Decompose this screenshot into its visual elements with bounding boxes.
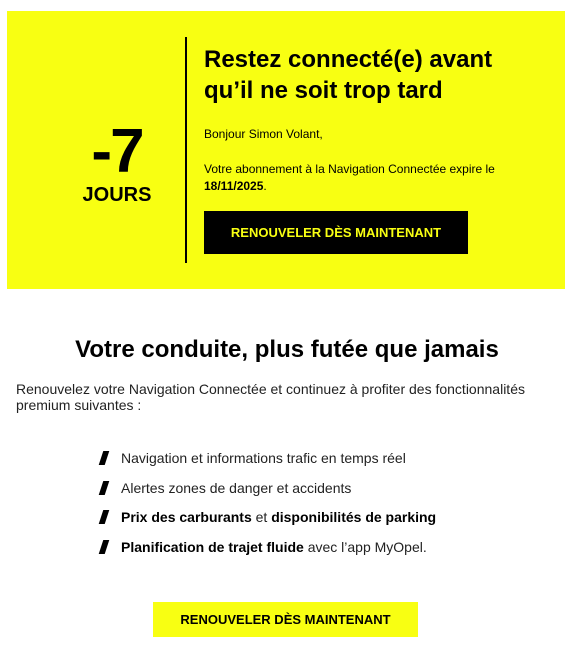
section-intro: Renouvelez votre Navigation Connectée et continuez à profiter des fonctionnalités premium suivantes :	[16, 381, 525, 413]
feature-bold: Planification de trajet fluide	[121, 538, 304, 555]
feature-text	[121, 539, 427, 555]
feature-bold: disponibilités de parking	[271, 509, 437, 525]
hero-title: Restez connecté(e) avant qu’il ne soit trop tard	[204, 46, 493, 104]
list-item	[98, 478, 436, 498]
feature-mid: avec l’app MyOpel.	[303, 538, 427, 555]
divider	[185, 37, 187, 263]
list-item	[98, 507, 436, 527]
feature-text	[121, 509, 436, 525]
slash-bullet-icon	[99, 481, 110, 495]
section-title: Votre conduite, plus futée que jamais	[75, 336, 499, 363]
expiry-end: .	[263, 179, 267, 193]
renew-button-primary[interactable]: RENOUVELER DÈS MAINTENANT	[204, 211, 468, 254]
expiry-text: Votre abonnement à la Navigation Connectée expire le	[204, 162, 495, 176]
feature-list	[98, 448, 436, 566]
expiry-notice	[204, 161, 524, 195]
countdown-unit: JOURS	[82, 184, 152, 206]
feature-mid: et	[251, 509, 272, 525]
renew-button-secondary[interactable]: RENOUVELER DÈS MAINTENANT	[153, 602, 418, 637]
countdown-value: -7	[91, 117, 143, 186]
list-item	[98, 448, 436, 468]
countdown	[67, 117, 167, 207]
feature-bold: Prix des carburants	[121, 509, 252, 525]
greeting: Bonjour Simon Volant,	[204, 127, 323, 141]
feature-text: Navigation et informations trafic en temps réel	[121, 450, 406, 466]
slash-bullet-icon	[99, 510, 110, 524]
slash-bullet-icon	[99, 540, 110, 554]
expiry-date: 18/11/2025	[204, 179, 264, 193]
hero-banner	[7, 11, 565, 289]
slash-bullet-icon	[99, 451, 110, 465]
feature-text: Alertes zones de danger et accidents	[121, 479, 352, 496]
list-item	[98, 537, 436, 557]
